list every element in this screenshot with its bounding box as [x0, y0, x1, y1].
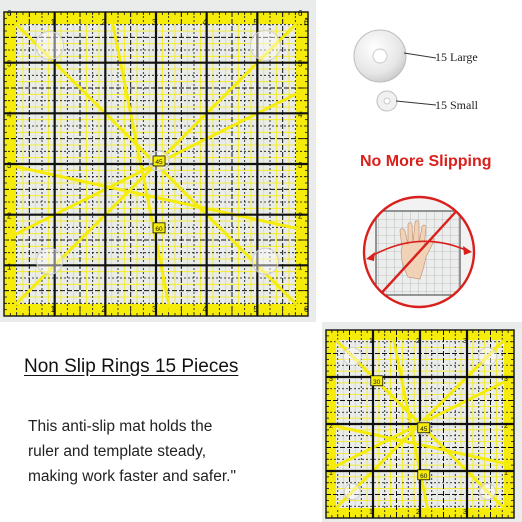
ruler-scale-number: 4 [202, 305, 208, 314]
product-description-line: ruler and template steady, [28, 443, 207, 460]
ruler-scale-number: 2 [416, 509, 420, 516]
large-ring-pointer-line [404, 50, 436, 62]
ruler-scale-number: 6 [7, 9, 12, 18]
big-quilting-ruler-image [0, 0, 316, 322]
ruler-scale-number: 3 [7, 161, 12, 170]
ruler-scale-number: 6 [298, 9, 303, 18]
small-quilting-ruler-image [322, 322, 522, 522]
large-ring-image [352, 28, 408, 89]
ruler-scale-number: 4 [7, 110, 12, 120]
ruler-scale-number: 3 [152, 18, 157, 27]
product-description [28, 414, 308, 489]
ruler-scale-number: 2 [504, 423, 508, 430]
large-ring-label: 15 Large [435, 50, 478, 64]
ruler-scale-number: 3 [298, 161, 303, 170]
ruler-scale-number: 1 [369, 509, 373, 516]
ruler-scale-number: 4 [298, 110, 303, 120]
ruler-scale-number: 1 [298, 262, 303, 272]
ruler-scale-number: 2 [101, 18, 106, 27]
ruler-scale-number: 2 [101, 305, 106, 314]
ruler-scale-number: 5 [253, 18, 258, 27]
ruler-scale-number: 1 [50, 18, 56, 27]
ruler-scale-number: 3 [329, 376, 333, 383]
ruler-scale-number: 6 [304, 305, 309, 314]
ruler-scale-number: 5 [298, 59, 303, 69]
ruler-scale-number: 2 [7, 211, 12, 221]
ruler-angle-marker: 30 [373, 378, 381, 386]
small-ring-pointer-line [396, 100, 436, 108]
ruler-scale-number: 5 [7, 59, 12, 69]
ruler-scale-number: 2 [416, 338, 420, 345]
ruler-scale-number: 5 [253, 305, 258, 314]
product-description-line: making work faster and safer." [28, 468, 236, 485]
ruler-scale-number: 2 [298, 211, 303, 221]
ruler-scale-number: 1 [504, 470, 508, 477]
ruler-scale-number: 2 [329, 423, 333, 430]
product-description-line: This anti-slip mat holds the [28, 418, 213, 435]
small-ring-label: 15 Small [435, 98, 479, 112]
no-more-slipping-headline: No More Slipping [360, 153, 492, 170]
ruler-scale-number: 6 [304, 18, 309, 27]
ruler-scale-number: 1 [50, 305, 56, 314]
ruler-scale-number: 1 [369, 338, 373, 345]
ruler-angle-marker: 60 [155, 225, 163, 233]
ruler-angle-marker: 45 [155, 158, 163, 166]
ruler-scale-number: 3 [152, 305, 157, 314]
no-slip-demo-circle-image [362, 195, 476, 309]
ruler-scale-number: 1 [7, 262, 12, 272]
ruler-scale-number: 3 [463, 509, 467, 516]
ruler-scale-number: 1 [329, 470, 333, 477]
small-ring-image [376, 90, 398, 117]
product-title: Non Slip Rings 15 Pieces [24, 356, 239, 377]
ruler-angle-marker: 45 [420, 425, 428, 433]
ruler-angle-marker: 60 [420, 472, 428, 480]
ruler-scale-number: 3 [504, 376, 508, 383]
ruler-scale-number: 3 [463, 338, 467, 345]
ruler-scale-number: 4 [202, 18, 208, 27]
